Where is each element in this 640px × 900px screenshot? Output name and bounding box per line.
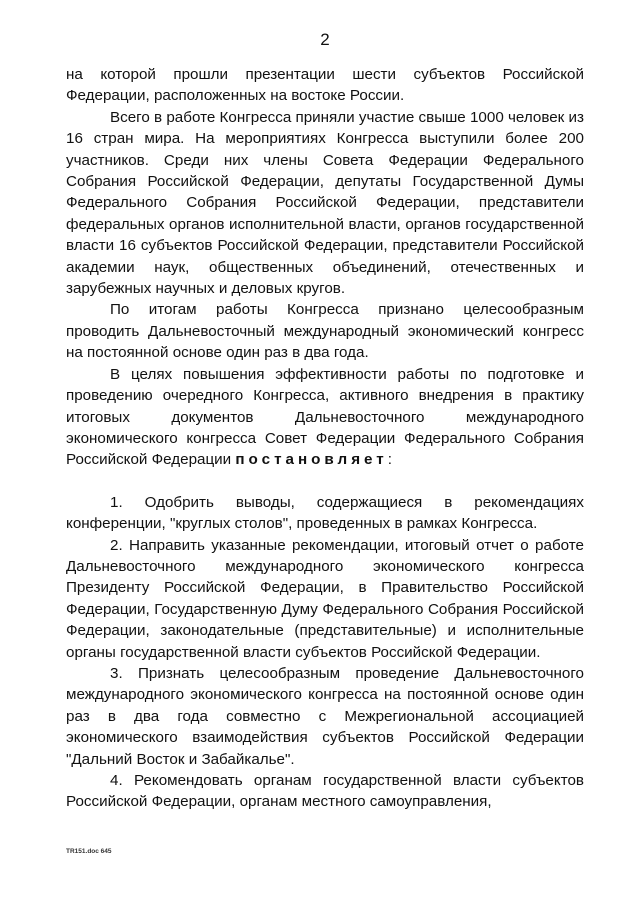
footer-document-code: TR151.doc 645 — [66, 848, 112, 855]
preamble-colon: : — [387, 451, 392, 469]
paragraph-gap — [66, 471, 584, 492]
preamble-text: В целях повышения эффективности работы по подготовке и проведению очередного Конгресса, активного внедрения в практику итоговых документов Дальневосточного международного экономического конгресса Совет Федерации Федерального Собрания Российской Федерации — [66, 365, 584, 469]
resolution-item-1: 1. Одобрить выводы, содержащиеся в рекомендациях конференции, "круглых столов", проведенных в рамках Конгресса. — [66, 493, 584, 533]
document-page — [66, 0, 584, 900]
document-body — [66, 64, 584, 813]
resolution-item-4: 4. Рекомендовать органам государственной власти субъектов Российской Федерации, органам местного самоуправления, — [66, 772, 584, 811]
paragraph-preamble — [66, 364, 584, 471]
paragraph-participants: Всего в работе Конгресса приняли участие свыше 1000 человек из 16 стран мира. На мероприятиях Конгресса выступили более 200 участников. Среди них члены Совета Федерации Федерального Собрания Российской Федерации, депутаты Государственной Думы Федерального Собрания Российской Федерации, представители федеральных органов исполнительной власти, органов государственной власти 16 субъектов Российской Федерации, представители Российской академии наук, общественных объединений, отечественных и зарубежных научных и деловых кругов. — [66, 108, 584, 298]
resolution-item-2: 2. Направить указанные рекомендации, итоговый отчет о работе Дальневосточного международного экономического конгресса Президенту Российской Федерации, в Правительство Российской Федерации, Государственную Думу Федерального Собрания Российской Федерации, законодательные (представительные) и исполнительные органы государственной власти субъектов Российской Федерации. — [66, 536, 584, 661]
resolves-word: постановляет — [235, 451, 388, 469]
page-number: 2 — [320, 30, 330, 49]
paragraph-continuation: на которой прошли презентации шести субъектов Российской Федерации, расположенных на востоке России. — [66, 66, 584, 105]
paragraph-results: По итогам работы Конгресса признано целесообразным проводить Дальневосточный международный экономический конгресс на постоянной основе один раз в два года. — [66, 301, 584, 362]
resolution-item-3: 3. Признать целесообразным проведение Дальневосточного международного экономического конгресса на постоянной основе один раз в два года совместно с Межрегиональной ассоциацией экономического взаимодействия субъектов Российской Федерации "Дальний Восток и Забайкалье". — [66, 664, 584, 768]
